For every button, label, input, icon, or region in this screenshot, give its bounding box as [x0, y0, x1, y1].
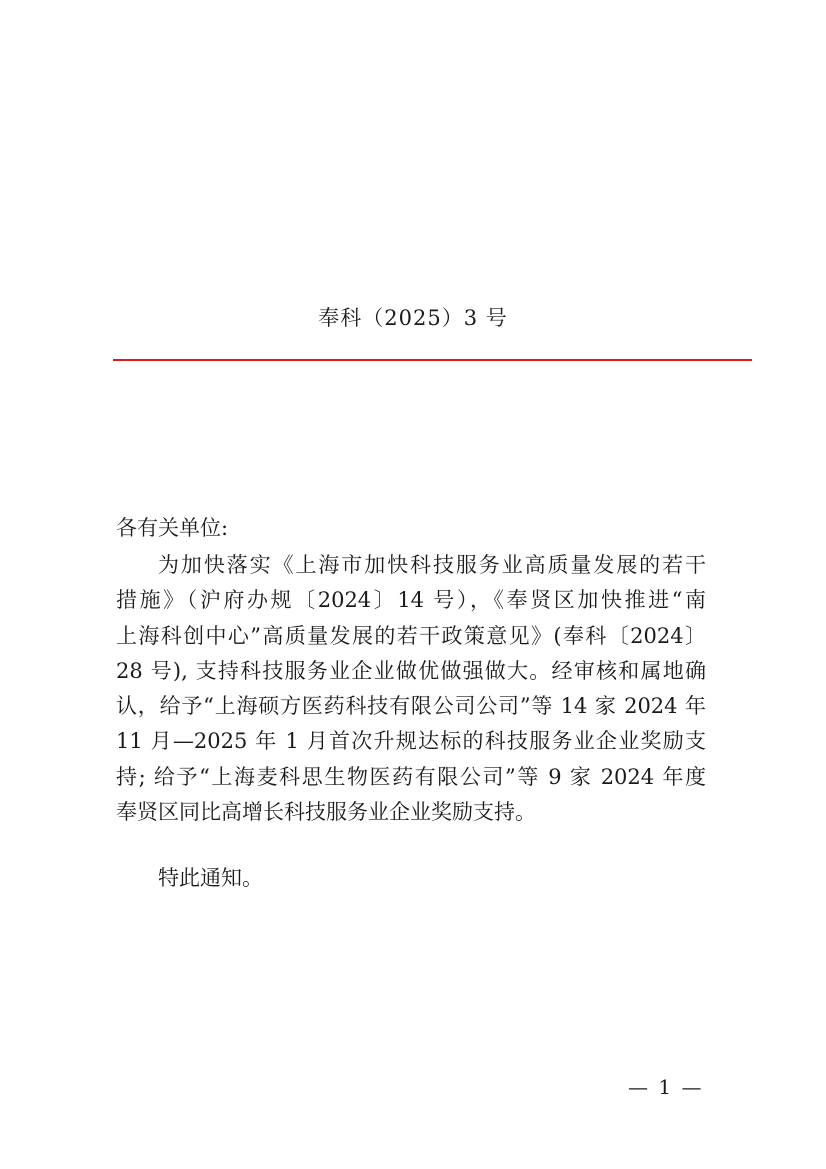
body-line: 措施》（沪府办规〔2024〕14 号），《奉贤区加快推进“南	[116, 588, 706, 613]
body-line: 上海科创中心”高质量发展的若干政策意见》(奉科〔2024〕	[116, 623, 706, 648]
salutation: 各有关单位:	[116, 516, 229, 540]
closing-line: 特此通知。	[158, 866, 263, 890]
body-line: 奉贤区同比高增长科技服务业企业奖励支持。	[116, 800, 536, 825]
body-line: 11 月—2025 年 1 月首次升规达标的科技服务业企业奖励支	[116, 729, 706, 754]
document-number: 奉科（2025）3 号	[318, 306, 508, 330]
body-line: 为加快落实《上海市加快科技服务业高质量发展的若干	[158, 553, 706, 577]
page-number: — 1 —	[628, 1075, 704, 1099]
body-line: 认，给予“上海硕方医药科技有限公司公司”等 14 家 2024 年	[116, 694, 706, 719]
body-line: 28 号), 支持科技服务业企业做优做强做大。经审核和属地确	[116, 658, 706, 683]
body-line: 持; 给予“上海麦科思生物医药有限公司”等 9 家 2024 年度	[116, 764, 706, 789]
body-paragraph	[116, 548, 706, 830]
red-separator-line	[113, 359, 752, 361]
